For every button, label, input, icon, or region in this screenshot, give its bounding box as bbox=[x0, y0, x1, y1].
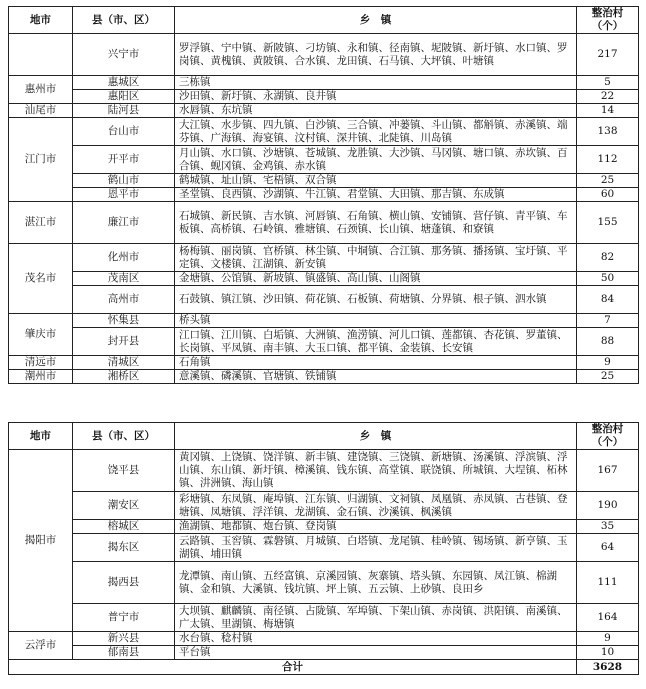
count-cell: 111 bbox=[577, 562, 639, 604]
towns-cell: 石角镇 bbox=[175, 356, 577, 370]
county-cell: 揭东区 bbox=[73, 534, 175, 562]
count-cell: 190 bbox=[577, 492, 639, 520]
count-cell: 84 bbox=[577, 286, 639, 314]
header-count: 整治村 （个） bbox=[577, 7, 639, 34]
table-row bbox=[9, 356, 639, 370]
table-row bbox=[9, 34, 639, 76]
county-cell: 揭西县 bbox=[73, 562, 175, 604]
header-count: 整治村 （个） bbox=[577, 423, 639, 450]
table-row bbox=[9, 492, 639, 520]
count-cell: 50 bbox=[577, 272, 639, 286]
towns-cell: 意溪镇、磷溪镇、官塘镇、铁铺镇 bbox=[175, 370, 577, 384]
count-cell: 138 bbox=[577, 118, 639, 146]
towns-cell: 平台镇 bbox=[175, 646, 577, 660]
header-towns: 乡 镇 bbox=[175, 423, 577, 450]
header-city: 地市 bbox=[9, 423, 73, 450]
table-row bbox=[9, 632, 639, 646]
count-cell: 155 bbox=[577, 202, 639, 244]
city-cell: 肇庆市 bbox=[9, 314, 73, 356]
header-county: 县（市、区） bbox=[73, 7, 175, 34]
header-city: 地市 bbox=[9, 7, 73, 34]
county-cell: 化州市 bbox=[73, 244, 175, 272]
count-cell: 82 bbox=[577, 244, 639, 272]
county-cell: 开平市 bbox=[73, 146, 175, 174]
table-row bbox=[9, 188, 639, 202]
table-row bbox=[9, 90, 639, 104]
table-row bbox=[9, 146, 639, 174]
count-cell: 9 bbox=[577, 632, 639, 646]
count-cell: 112 bbox=[577, 146, 639, 174]
table-row bbox=[9, 286, 639, 314]
towns-cell: 桥头镇 bbox=[175, 314, 577, 328]
county-cell: 惠城区 bbox=[73, 76, 175, 90]
towns-cell: 罗浮镇、宁中镇、新陂镇、刁坊镇、永和镇、径南镇、坭陂镇、新圩镇、水口镇、罗岗镇、黄槐镇、黄陂镇、合水镇、龙田镇、石马镇、大坪镇、叶塘镇 bbox=[175, 34, 577, 76]
city-cell: 云浮市 bbox=[9, 632, 73, 660]
table-row bbox=[9, 604, 639, 632]
count-cell: 14 bbox=[577, 104, 639, 118]
city-cell: 潮州市 bbox=[9, 370, 73, 384]
count-cell: 60 bbox=[577, 188, 639, 202]
header-row bbox=[9, 423, 639, 450]
count-cell: 25 bbox=[577, 370, 639, 384]
table-row bbox=[9, 314, 639, 328]
county-cell: 鹤山市 bbox=[73, 174, 175, 188]
count-cell: 35 bbox=[577, 520, 639, 534]
total-row bbox=[9, 660, 639, 675]
city-cell: 江门市 bbox=[9, 118, 73, 202]
towns-cell: 沙田镇、新圩镇、永湖镇、良井镇 bbox=[175, 90, 577, 104]
total-value: 3628 bbox=[577, 660, 639, 675]
towns-cell: 龙潭镇、南山镇、五经富镇、京溪园镇、灰寨镇、塔头镇、东园镇、凤江镇、棉湖镇、金和镇、大溪镇、钱坑镇、坪上镇、五云镇、上砂镇、良田乡 bbox=[175, 562, 577, 604]
table-row bbox=[9, 118, 639, 146]
towns-cell: 大坝镇、麒麟镇、南径镇、占陇镇、军埠镇、下架山镇、赤岗镇、洪阳镇、南溪镇、广太镇、里湖镇、梅塘镇 bbox=[175, 604, 577, 632]
towns-cell: 渔湖镇、地都镇、炮台镇、登岗镇 bbox=[175, 520, 577, 534]
county-cell: 茂南区 bbox=[73, 272, 175, 286]
city-cell: 惠州市 bbox=[9, 76, 73, 104]
count-cell: 64 bbox=[577, 534, 639, 562]
header-towns: 乡 镇 bbox=[175, 7, 577, 34]
towns-cell: 云路镇、玉窖镇、霖磐镇、月城镇、白塔镇、龙尾镇、桂岭镇、锡场镇、新亨镇、玉湖镇、埔田镇 bbox=[175, 534, 577, 562]
county-cell: 普宁市 bbox=[73, 604, 175, 632]
city-cell: 清远市 bbox=[9, 356, 73, 370]
county-cell: 郁南县 bbox=[73, 646, 175, 660]
towns-cell: 圣堂镇、良西镇、沙湖镇、牛江镇、君堂镇、大田镇、那吉镇、东成镇 bbox=[175, 188, 577, 202]
county-cell: 新兴县 bbox=[73, 632, 175, 646]
county-cell: 惠阳区 bbox=[73, 90, 175, 104]
county-cell: 湘桥区 bbox=[73, 370, 175, 384]
towns-cell: 鹤城镇、址山镇、宅梧镇、双合镇 bbox=[175, 174, 577, 188]
table-row bbox=[9, 520, 639, 534]
table-row bbox=[9, 562, 639, 604]
city-cell: 湛江市 bbox=[9, 202, 73, 244]
table-row bbox=[9, 646, 639, 660]
table-row bbox=[9, 272, 639, 286]
towns-cell: 金塘镇、公馆镇、新坡镇、镇盛镇、高山镇、山阁镇 bbox=[175, 272, 577, 286]
county-cell: 饶平县 bbox=[73, 450, 175, 492]
count-cell: 10 bbox=[577, 646, 639, 660]
towns-cell: 黄冈镇、上饶镇、饶洋镇、新丰镇、建饶镇、三饶镇、新塘镇、汤溪镇、浮滨镇、浮山镇、东山镇、新圩镇、樟溪镇、钱东镇、高堂镇、联饶镇、所城镇、大埕镇、柘林镇、汫洲镇、海山镇 bbox=[175, 450, 577, 492]
county-cell: 封开县 bbox=[73, 328, 175, 356]
table-row bbox=[9, 104, 639, 118]
county-cell: 榕城区 bbox=[73, 520, 175, 534]
county-cell: 恩平市 bbox=[73, 188, 175, 202]
county-cell: 高州市 bbox=[73, 286, 175, 314]
county-cell: 兴宁市 bbox=[73, 34, 175, 76]
table-row bbox=[9, 174, 639, 188]
towns-cell: 江口镇、江川镇、白垢镇、大洲镇、渔涝镇、河儿口镇、莲都镇、杏花镇、罗董镇、长岗镇、平凤镇、南丰镇、大玉口镇、都平镇、金装镇、长安镇 bbox=[175, 328, 577, 356]
towns-cell: 杨梅镇、丽岗镇、官桥镇、林尘镇、中垌镇、合江镇、那务镇、播扬镇、宝圩镇、平定镇、文楼镇、江湖镇、新安镇 bbox=[175, 244, 577, 272]
county-cell: 廉江市 bbox=[73, 202, 175, 244]
city-cell: 茂名市 bbox=[9, 244, 73, 314]
county-cell: 清城区 bbox=[73, 356, 175, 370]
count-cell: 5 bbox=[577, 76, 639, 90]
table-row bbox=[9, 370, 639, 384]
table-row bbox=[9, 76, 639, 90]
county-cell: 潮安区 bbox=[73, 492, 175, 520]
towns-cell: 水台镇、稔村镇 bbox=[175, 632, 577, 646]
city-cell bbox=[9, 34, 73, 76]
village-table-part-1 bbox=[8, 6, 639, 384]
count-cell: 167 bbox=[577, 450, 639, 492]
towns-cell: 水唇镇、东坑镇 bbox=[175, 104, 577, 118]
towns-cell: 石城镇、新民镇、吉水镇、河唇镇、石角镇、横山镇、安铺镇、营仔镇、青平镇、车板镇、高桥镇、石岭镇、雅塘镇、石颈镇、长山镇、塘蓬镇、和寮镇 bbox=[175, 202, 577, 244]
table-row bbox=[9, 534, 639, 562]
county-cell: 陆河县 bbox=[73, 104, 175, 118]
towns-cell: 彩塘镇、东凤镇、庵埠镇、江东镇、归湖镇、文祠镇、凤凰镇、赤凤镇、古巷镇、登塘镇、凤塘镇、浮洋镇、龙湖镇、金石镇、沙溪镇、枫溪镇 bbox=[175, 492, 577, 520]
county-cell: 怀集县 bbox=[73, 314, 175, 328]
table-row bbox=[9, 450, 639, 492]
city-cell: 揭阳市 bbox=[9, 450, 73, 632]
city-cell: 汕尾市 bbox=[9, 104, 73, 118]
village-table-part-2 bbox=[8, 422, 639, 675]
count-cell: 9 bbox=[577, 356, 639, 370]
towns-cell: 大江镇、水步镇、四九镇、白沙镇、三合镇、冲蒌镇、斗山镇、都斛镇、赤溪镇、端芬镇、广海镇、海宴镇、汶村镇、深井镇、北陡镇、川岛镇 bbox=[175, 118, 577, 146]
table-row bbox=[9, 328, 639, 356]
count-cell: 25 bbox=[577, 174, 639, 188]
count-cell: 7 bbox=[577, 314, 639, 328]
county-cell: 台山市 bbox=[73, 118, 175, 146]
towns-cell: 月山镇、水口镇、沙塘镇、苍城镇、龙胜镇、大沙镇、马冈镇、塘口镇、赤坎镇、百合镇、蚬冈镇、金鸡镇、赤水镇 bbox=[175, 146, 577, 174]
header-county: 县（市、区） bbox=[73, 423, 175, 450]
total-label: 合计 bbox=[9, 660, 577, 675]
towns-cell: 石鼓镇、镇江镇、沙田镇、荷花镇、石板镇、荷塘镇、分界镇、根子镇、泗水镇 bbox=[175, 286, 577, 314]
count-cell: 88 bbox=[577, 328, 639, 356]
table-row bbox=[9, 202, 639, 244]
towns-cell: 三栋镇 bbox=[175, 76, 577, 90]
table-row bbox=[9, 244, 639, 272]
count-cell: 217 bbox=[577, 34, 639, 76]
count-cell: 164 bbox=[577, 604, 639, 632]
header-row bbox=[9, 7, 639, 34]
count-cell: 22 bbox=[577, 90, 639, 104]
